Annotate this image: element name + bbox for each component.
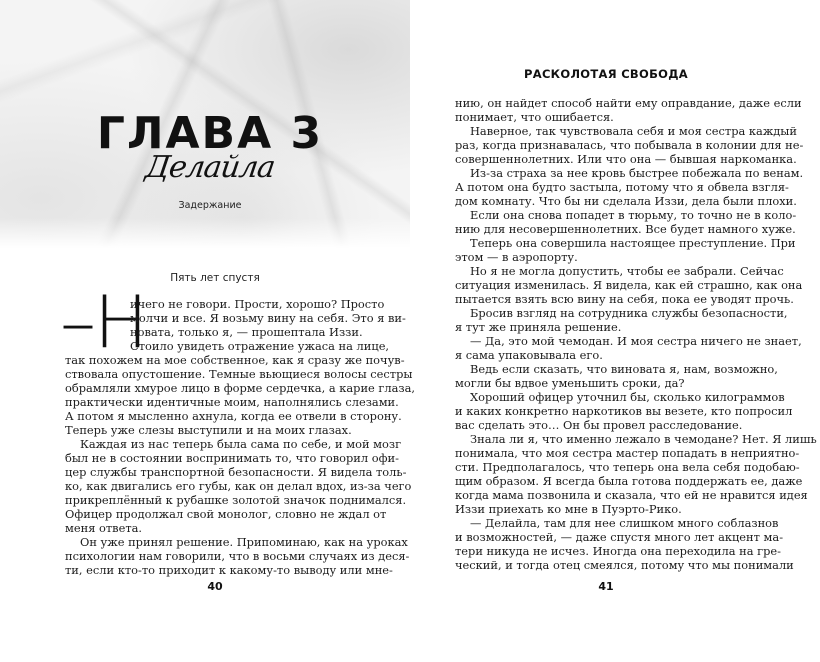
paragraph (455, 264, 803, 306)
text-line: Теперь уже слезы выступили и на моих глазах. (65, 423, 352, 437)
text-line: понимала, что моя сестра мастер попадать в неприятно- (455, 446, 800, 460)
text-line: Хороший офицер уточнил бы, сколько килограммов (470, 390, 785, 404)
paragraph (455, 390, 793, 432)
text-line: когда мама позвонила и сказала, что ей не нравится идея (455, 488, 808, 502)
paragraph (455, 516, 794, 572)
text-line: я сама упаковывала его. (455, 348, 603, 362)
paragraph (455, 96, 802, 124)
text-line: ичего не говори. Прости, хорошо? Просто (130, 297, 385, 311)
running-head: РАСКОЛОТАЯ СВОБОДА (524, 67, 688, 81)
text-line: вас сделать это… Он бы провел расследование. (455, 418, 743, 432)
text-line: психологии нам говорили, что в восьми случаях из деся- (65, 549, 410, 563)
text-line: дом комнату. Что бы ни сделала Иззи, дела были плохи. (455, 194, 797, 208)
text-line: ствовала опустошение. Темные вьющиеся волосы сестры (65, 367, 413, 381)
text-line: сти. Предполагалось, что теперь она вела себя подобаю- (455, 460, 800, 474)
text-line: ти, если кто-то приходит к какому-то выводу или мне- (65, 563, 393, 577)
text-line: Бросив взгляд на сотрудника службы безопасности, (470, 306, 788, 320)
text-line: тери никуда не исчез. Иногда она переходила на гре- (455, 544, 782, 558)
text-line: цер службы транспортной безопасности. Я видела толь- (65, 465, 407, 479)
text-line: нию, он найдет способ найти ему оправдание, даже если (455, 96, 802, 110)
text-line: нию для несовершеннолетних. Все будет намного хуже. (455, 222, 796, 236)
text-line: Из-за страха за нее кровь быстрее побежала по венам. (470, 166, 804, 180)
paragraph (455, 124, 804, 166)
text-line: щим образом. Я всегда была готова поддержать ее, даже (455, 474, 803, 488)
text-line: и каких конкретно наркотиков вы везете, кто попросил (455, 404, 793, 418)
text-line: молчи и все. Я возьму вину на себя. Это я ви- (130, 311, 406, 325)
text-line: Теперь она совершила настоящее преступление. При (470, 236, 796, 250)
text-line: понимает, что ошибается. (455, 110, 614, 124)
text-line: Он уже принял решение. Припоминаю, как на уроках (80, 535, 408, 549)
drop-cap: –Н (60, 280, 147, 364)
text-line: был не в состоянии воспринимать то, что говорил офи- (65, 451, 399, 465)
text-line: Если она снова попадет в тюрьму, то точно не в коло- (470, 208, 797, 222)
paragraph (455, 236, 796, 264)
text-line: А потом она будто застыла, потому что я обвела взгля- (455, 180, 789, 194)
paragraph (455, 166, 804, 208)
text-line: Знала ли я, что именно лежало в чемодане? Нет. Я лишь (470, 432, 817, 446)
page-number: 41 (598, 580, 614, 593)
chapter-title: ГЛАВА 3 (96, 108, 324, 159)
text-line: я тут же приняла решение. (455, 320, 622, 334)
text-line: раз, когда признавалась, что побывала в колонии для не- (455, 138, 804, 152)
left-page-body (65, 297, 416, 577)
text-line: новата, только я, — прошептала Иззи. (130, 325, 363, 339)
paragraph (455, 208, 797, 236)
text-line: практически идентичные моим, наполнялись слезами. (65, 395, 399, 409)
text-line: А потом я мысленно ахнула, когда ее отвели в сторону. (65, 409, 402, 423)
text-line: меня ответа. (65, 521, 143, 535)
text-line: Ведь если сказать, что виновата я, нам, возможно, (470, 362, 778, 376)
text-line: совершеннолетних. Или что она — бывшая наркоманка. (455, 152, 797, 166)
text-line: и возможностей, — даже спустя много лет акцент ма- (455, 530, 784, 544)
paragraph (65, 535, 410, 577)
time-note: Пять лет спустя (170, 272, 260, 284)
text-line: ситуация изменилась. Я видела, как ей страшно, как она (455, 278, 803, 292)
paragraph (455, 334, 802, 362)
chapter-subtitle: Задержание (178, 200, 242, 211)
text-line: — Да, это мой чемодан. И моя сестра ничего не знает, (470, 334, 802, 348)
text-line: Иззи приехать ко мне в Пуэрто-Рико. (455, 502, 682, 516)
text-line: Стоило увидеть отражение ужаса на лице, (130, 339, 390, 353)
text-line: прикреплённый к рубашке золотой значок поднимался. (65, 493, 407, 507)
text-line: Но я не могла допустить, чтобы ее забрали. Сейчас (470, 264, 784, 278)
paragraph (65, 297, 406, 339)
right-page (410, 0, 820, 662)
right-page-body (455, 96, 817, 572)
text-line: могли бы вдвое уменьшить сроки, да? (455, 376, 685, 390)
text-line: пытается взять всю вину на себя, пока ее уводят прочь. (455, 292, 794, 306)
paragraph (65, 437, 412, 535)
text-line: ческий, и тогда отец смеялся, потому что мы понимали (455, 558, 794, 572)
text-line: — Делайла, там для нее слишком много соблазнов (470, 516, 779, 530)
chapter-character-name: Делайла (143, 150, 277, 185)
text-line: обрамляли хмурое лицо в форме сердечка, а карие глаза, (65, 381, 416, 395)
text-line: Офицер продолжал свой монолог, словно не ждал от (65, 507, 387, 521)
page-number: 40 (207, 580, 223, 593)
paragraph (455, 432, 817, 516)
text-line: Наверное, так чувствовала себя и моя сестра каждый (470, 124, 797, 138)
text-line: ко, как двигались его губы, как он делал вдох, из-за чего (65, 479, 412, 493)
text-line: Каждая из нас теперь была сама по себе, и мой мозг (80, 437, 402, 451)
paragraph (65, 339, 416, 437)
paragraph (455, 362, 778, 390)
text-line: этом — в аэропорту. (455, 250, 578, 264)
text-line: так похожем на мое собственное, как я сразу же почув- (65, 353, 405, 367)
paragraph (455, 306, 788, 334)
